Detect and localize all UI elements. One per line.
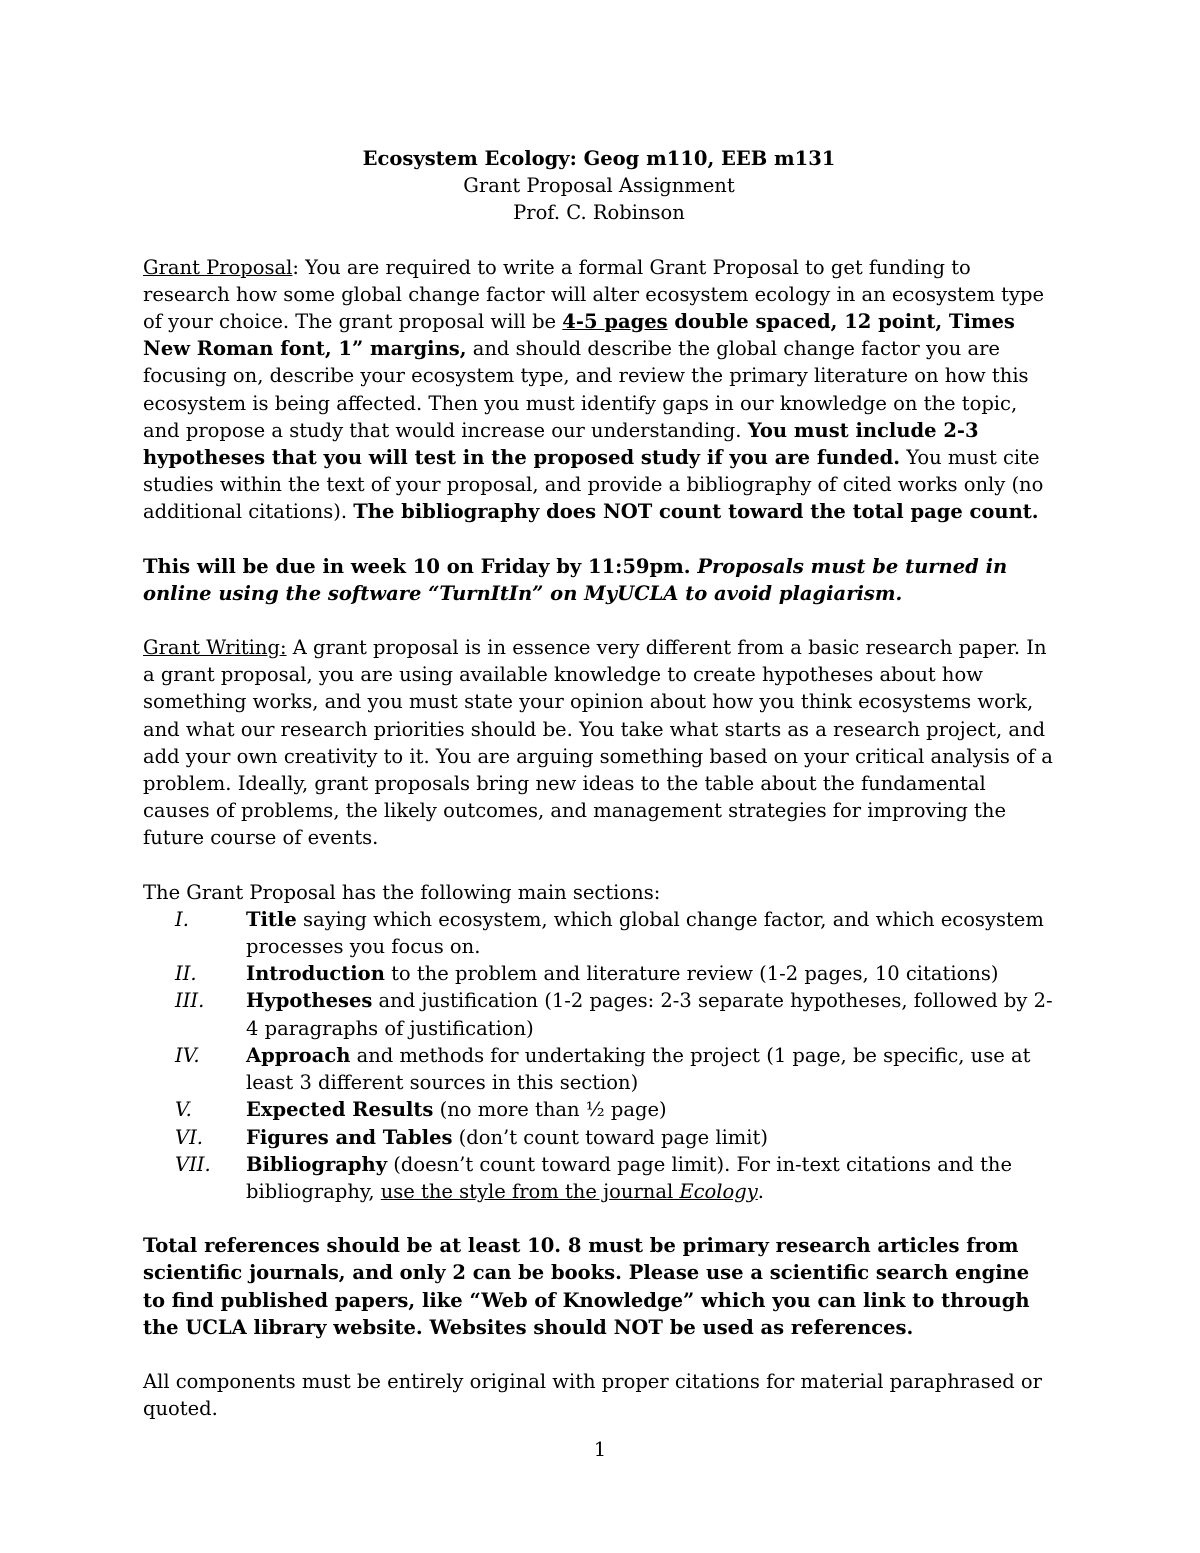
grant-proposal-heading: Grant Proposal (143, 255, 293, 279)
references-requirements: Total references should be at least 10. 8 must be primary research articles from scientific journals, and only 2 can be books. Please use a scientific search engine to find published papers, like “Web of Knowledge” which you can link to through the UCLA library website. Websites should NOT be used as references. (143, 1234, 1030, 1339)
document-header (143, 145, 1055, 227)
sections-list (143, 906, 1055, 1205)
list-item: IV. Approach and methods for undertaking the project (1 page, be specific, use at least 3 different sources in this section) (175, 1043, 1031, 1095)
grant-proposal-text-3: You must cite studies within the text of your proposal, and provide a bibliography of cited works only (no additional citations). (143, 446, 1044, 524)
grant-proposal-text-1: : You are required to write a formal Grant Proposal to get funding to research how some global change factor will alter ecosystem ecology in an ecosystem type of your choice. The grant proposal will be (143, 255, 1045, 334)
grant-writing-heading: Grant Writing: (143, 636, 287, 660)
journal-name: Ecology (679, 1179, 758, 1203)
bibliography-note: The bibliography does NOT count toward the total page count. (353, 500, 1039, 524)
grant-proposal-text-2: and should describe the global change factor you are focusing on, describe your ecosystem type, and review the primary literature on how this ecosystem is being affected. Then you must identify gaps in our knowledge on the topic, and propose a study that would increase our understanding. (143, 337, 1029, 442)
list-item: VI. Figures and Tables (don’t count toward page limit) (175, 1125, 768, 1149)
list-item: VII. Bibliography (doesn’t count toward page limit). For in-text citations and the bibliography, use the style from the journal Ecology. (175, 1152, 1013, 1203)
grant-proposal-paragraph (143, 254, 1055, 526)
professor-name: Prof. C. Robinson (513, 201, 685, 225)
list-item: II. Introduction to the problem and literature review (1-2 pages, 10 citations) (175, 962, 999, 986)
grant-writing-text: A grant proposal is in essence very different from a basic research paper. In a grant proposal, you are using available knowledge to create hypotheses about how something works, and you must state your opinion about how you think ecosystems work, and what our research priorities should be. You take what starts as a research project, and add your own creativity to it. You are arguing something based on your critical analysis of a problem. Ideally, grant proposals bring new ideas to the table about the fundamental causes of problems, the likely outcomes, and management strategies for improving the future course of events. (143, 636, 1053, 850)
format-requirements: double spaced, 12 point, Times New Roman font, 1” margins, (143, 310, 1015, 361)
hypotheses-requirement: You must include 2-3 hypotheses that you will test in the proposed study if you are funded. (143, 418, 979, 470)
page-length: 4-5 pages (562, 310, 668, 334)
page-number: 1 (593, 1438, 607, 1461)
grant-writing-paragraph (143, 634, 1055, 852)
style-guide-link[interactable]: use the style from the journal Ecology (380, 1179, 758, 1203)
due-date-paragraph (143, 553, 1055, 607)
list-item: V. Expected Results (no more than ½ page) (175, 1098, 667, 1122)
references-paragraph (143, 1232, 1055, 1341)
due-date: This will be due in week 10 on Friday by 11:59pm. (143, 554, 698, 578)
submission-instructions: Proposals must be turned in online using the software “TurnItIn” on MyUCLA to avoid plagiarism. (143, 554, 1008, 605)
list-item: I. Title saying which ecosystem, which global change factor, and which ecosystem processes you focus on. (175, 907, 1044, 959)
sections-intro: The Grant Proposal has the following main sections: (143, 880, 661, 904)
course-title: Ecosystem Ecology: Geog m110, EEB m131 (362, 147, 836, 170)
list-item: III. Hypotheses and justification (1-2 pages: 2-3 separate hypotheses, followed by 2-4 paragraphs of justification) (175, 989, 1053, 1040)
assignment-title: Grant Proposal Assignment (463, 174, 735, 198)
originality-paragraph: All components must be entirely original with proper citations for material paraphrased or quoted. (143, 1369, 1042, 1421)
